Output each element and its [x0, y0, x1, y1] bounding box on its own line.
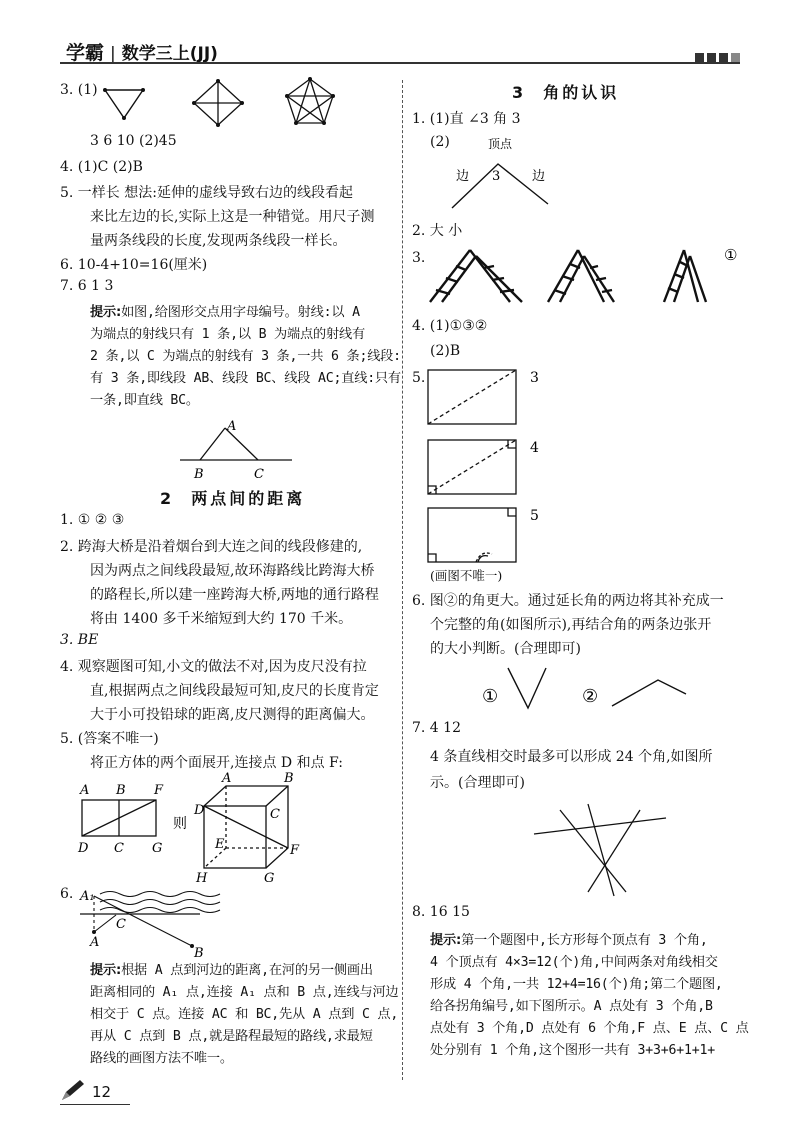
cube-net-a: A: [80, 783, 90, 798]
rectangle-figures: [426, 366, 556, 576]
cube-h: H: [196, 871, 208, 886]
cube-then: 则: [173, 816, 187, 832]
r-q5-label: 5.: [412, 370, 426, 386]
r-q8-hint6: 处分别有 1 个角,这个图形一共有 3+3+6+1+1+: [430, 1043, 715, 1058]
angle-side1: 边: [456, 169, 470, 184]
angle2-mark: ②: [582, 686, 599, 707]
rect3-count: 5: [530, 508, 539, 524]
angle1-mark: ①: [482, 686, 499, 707]
river-c: C: [116, 917, 126, 932]
r-q8-hint2: 4 个顶点有 4×3=12(个)角,中间两条对角线相交: [430, 955, 718, 970]
s2-q4-l3: 大于小可投铅球的距离,皮尺测得的距离偏大。: [90, 707, 375, 723]
l-q7-hint3: 2 条,以 C 为端点的射线有 3 条,一共 6 条;线段:: [90, 349, 401, 364]
cube-net-c: C: [114, 841, 124, 856]
river-b: B: [194, 946, 204, 961]
r-q1-l2: (2): [430, 134, 450, 150]
s2-q6-label: 6.: [60, 886, 74, 902]
r-q6-l2: 个完整的角(如图所示),再结合角的两条边张开: [430, 617, 712, 633]
l-q5-l1: 5. 一样长 想法:延伸的虚线导致右边的线段看起: [60, 185, 353, 201]
r-q7-l1: 4 条直线相交时最多可以形成 24 个角,如图所: [430, 749, 713, 765]
r-q8-hint1: 提示:第一个题图中,长方形每个顶点有 3 个角,: [430, 933, 708, 948]
r-q8-hint3: 形成 4 个角,一共 12+4=16(个)角;第二个题图,: [430, 977, 723, 992]
cube-f: F: [290, 843, 300, 858]
r-q6-l1: 6. 图②的角更大。通过延长角的两边将其补充成一: [412, 593, 724, 609]
cube-net-f: F: [154, 783, 164, 798]
s2-q2-l3: 的路程长,所以建一座跨海大桥,两地的通行路程: [90, 587, 379, 603]
s2-q2-l4: 将由 1400 多千米缩短到大约 170 千米。: [90, 611, 353, 627]
fig7-label-c: C: [254, 467, 264, 482]
r-q8: 8. 16 15: [412, 904, 470, 920]
s2-q4-l1: 4. 观察题图可知,小文的做法不对,因为皮尺没有拉: [60, 659, 367, 675]
header-rule: [60, 62, 740, 64]
angle-vertex-label: 顶点: [488, 137, 513, 151]
fig7-label-a: A: [227, 419, 237, 434]
r-q4-l2: (2)B: [430, 343, 461, 359]
column-divider: [402, 80, 403, 1080]
l-q7-hint1: 提示:如图,给图形交点用字母编号。射线:以 A: [90, 305, 360, 320]
cube-a: A: [222, 771, 232, 786]
cube-c: C: [270, 807, 280, 822]
rect1-count: 3: [530, 370, 539, 386]
r-q4-l1: 4. (1)①③②: [412, 318, 488, 334]
cube-net-b: B: [116, 783, 126, 798]
s2-q6-hint5: 路线的画图方法不唯一。: [90, 1051, 233, 1066]
s2-q6-hint1: 提示:根据 A 点到河边的距离,在河的另一侧画出: [90, 963, 373, 978]
r-q8-hint5: 点处有 3 个角,D 点处有 6 个角,F 点、E 点、C 点: [430, 1021, 749, 1036]
book-subtitle: 数学三上(JJ): [121, 44, 218, 64]
l-q7-hint4: 有 3 条,即线段 AB、线段 BC、线段 AC;直线:只有: [90, 371, 401, 386]
fig7-label-b: B: [194, 467, 204, 482]
r-q6-l3: 的大小判断。(合理即可): [430, 641, 581, 657]
section2-title: 2 两点间的距离: [160, 489, 306, 508]
ray-figure: [180, 418, 300, 483]
angle-side2: 边: [532, 169, 546, 184]
r-q8-hint4: 给各拐角编号,如下图所示。A 点处有 3 个角,B: [430, 999, 713, 1014]
four-lines-figure: [530, 800, 670, 900]
s2-q3: 3. BE: [60, 632, 99, 648]
r-q7: 7. 4 12: [412, 720, 461, 736]
ladder-mark: ①: [724, 246, 738, 264]
footer-rule: [60, 1104, 130, 1105]
brand-logo: 学霸: [66, 42, 105, 64]
l-q5-l3: 量两条线段的长度,发现两条线段一样长。: [90, 233, 347, 249]
r-q5-note: (画图不唯一): [430, 568, 503, 583]
r-q2: 2. 大 小: [412, 223, 463, 239]
brand: 学霸 | 数学三上(JJ): [66, 42, 218, 64]
l-q7: 7. 6 1 3: [60, 278, 114, 294]
s2-q6-hint3: 相交于 C 点。连接 AC 和 BC,先从 A 点到 C 点,: [90, 1007, 399, 1022]
s2-q4-l2: 直,根据两点之间线段最短可知,皮尺的长度肯定: [90, 683, 379, 699]
l-q3-answer: 3 6 10 (2)45: [90, 133, 177, 149]
cube-net-g: G: [152, 841, 163, 856]
s2-q1: 1. ① ② ③: [60, 512, 125, 528]
angle-num: 3: [492, 169, 501, 184]
s2-q2-l1: 2. 跨海大桥是沿着烟台到大连之间的线段修建的,: [60, 539, 363, 555]
rect2-count: 4: [530, 440, 539, 456]
cube-g: G: [264, 871, 275, 886]
l-q6: 6. 10-4+10=16(厘米): [60, 257, 208, 273]
river-a1: A₁: [80, 889, 95, 904]
l-q7-hint5: 一条,即直线 BC。: [90, 393, 199, 408]
river-figure: [80, 888, 280, 961]
s2-q6-hint4: 再从 C 点到 B 点,就是路程最短的路线,求最短: [90, 1029, 373, 1044]
page-header: [0, 0, 800, 70]
river-a: A: [90, 935, 100, 950]
r-q3-label: 3.: [412, 250, 426, 266]
cube-d: D: [194, 803, 205, 818]
l-q4: 4. (1)C (2)B: [60, 159, 143, 175]
cube-figure: [76, 772, 316, 887]
l-q7-hint2: 为端点的射线只有 1 条,以 B 为端点的射线有: [90, 327, 365, 342]
polygon-figures: [105, 78, 355, 133]
l-q3-label: 3. (1): [60, 82, 98, 98]
s2-q5-l2: 将正方体的两个面展开,连接点 D 和点 F:: [90, 755, 343, 771]
ladder-figures: [430, 244, 750, 306]
pencil-icon: [60, 1078, 88, 1104]
s2-q5-l1: 5. (答案不唯一): [60, 731, 159, 747]
angle-compare-figure: [482, 664, 702, 724]
section3-title: 3 角的认识: [512, 83, 620, 102]
r-q7-l2: 示。(合理即可): [430, 775, 525, 791]
s2-q6-hint2: 距离相同的 A₁ 点,连接 A₁ 点和 B 点,连线与河边: [90, 985, 399, 1000]
l-q5-l2: 来比左边的长,实际上这是一种错觉。用尺子测: [90, 209, 375, 225]
cube-net-d: D: [78, 841, 89, 856]
cube-b: B: [284, 771, 294, 786]
page-number: 12: [92, 1083, 112, 1101]
r-q1-l1: 1. (1)直 ∠3 角 3: [412, 111, 521, 127]
s2-q2-l2: 因为两点之间线段最短,故环海路线比跨海大桥: [90, 563, 375, 579]
cube-e: E: [215, 837, 225, 852]
angle-figure: [440, 136, 570, 216]
